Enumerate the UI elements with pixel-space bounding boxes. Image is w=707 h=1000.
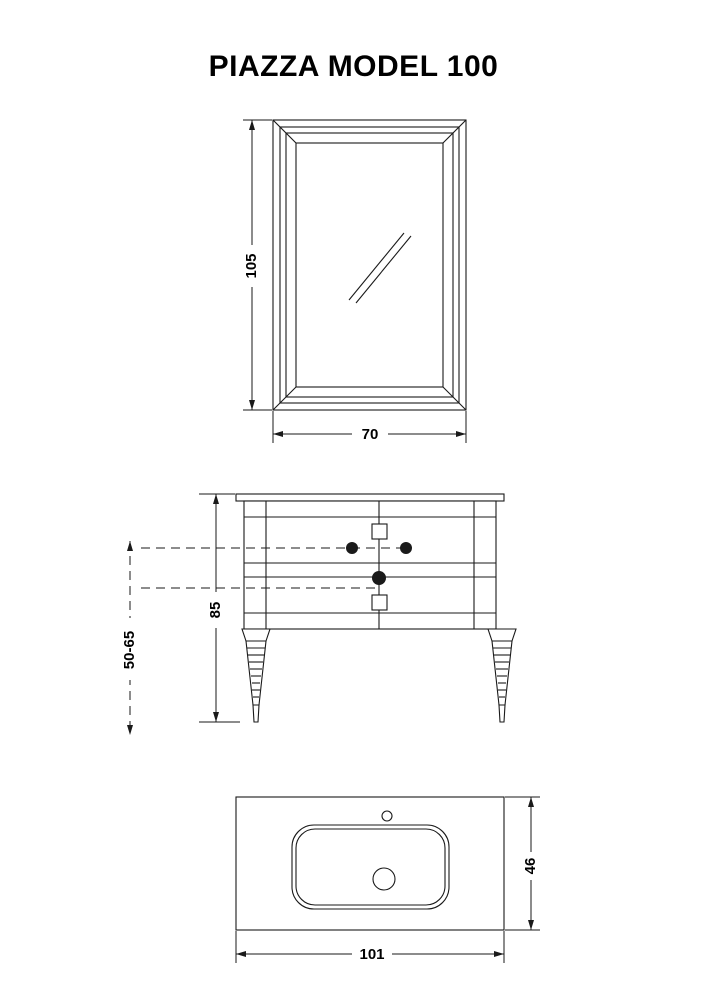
arrow-vanity-height-bottom (213, 712, 219, 722)
dimension-vanity-height (199, 494, 240, 722)
mirror-elevation-view (273, 120, 466, 410)
arrow-mirror-height-bottom (249, 400, 255, 410)
dimension-mirror-height (240, 120, 272, 410)
arrow-basin-depth-bottom (528, 920, 534, 930)
dim-text-basin-width: 101 (359, 945, 385, 963)
basin-plan-view (236, 797, 504, 930)
dim-text-mirror-width: 70 (361, 425, 379, 443)
dim-text-basin-depth: 46 (521, 857, 539, 875)
arrow-mounting-bottom (127, 725, 133, 735)
arrow-vanity-height-top (213, 494, 219, 504)
vanity-elevation-view (236, 494, 516, 722)
arrow-mirror-width-left (273, 431, 283, 437)
dimension-mounting-range (119, 541, 141, 735)
dim-text-mounting-range: 50-65 (120, 630, 138, 670)
arrow-mounting-top (127, 541, 133, 551)
vanity-handle-bottom (372, 595, 387, 610)
arrow-basin-width-right (494, 951, 504, 957)
vanity-cabinet-body (244, 501, 496, 629)
page-title: PIAZZA MODEL 100 (208, 50, 499, 83)
vanity-leg-right (488, 629, 516, 722)
basin-waste-hole (373, 868, 395, 890)
basin-bowl-inner (296, 829, 445, 905)
dim-text-vanity-height: 85 (206, 601, 224, 619)
dimension-basin-depth (505, 797, 542, 930)
dimension-basin-width (236, 931, 504, 965)
basin-tap-hole (382, 811, 392, 821)
vanity-countertop (236, 494, 504, 501)
mirror-glass (296, 143, 443, 387)
arrow-mirror-width-right (456, 431, 466, 437)
vanity-handle-top (372, 524, 387, 539)
plumbing-marker-waste (372, 571, 386, 585)
vanity-leg-left (242, 629, 270, 722)
arrow-basin-depth-top (528, 797, 534, 807)
dim-text-mirror-height: 105 (242, 253, 260, 279)
arrow-basin-width-left (236, 951, 246, 957)
dimension-mirror-width (273, 411, 466, 445)
arrow-mirror-height-top (249, 120, 255, 130)
plumbing-marker-right (400, 542, 412, 554)
